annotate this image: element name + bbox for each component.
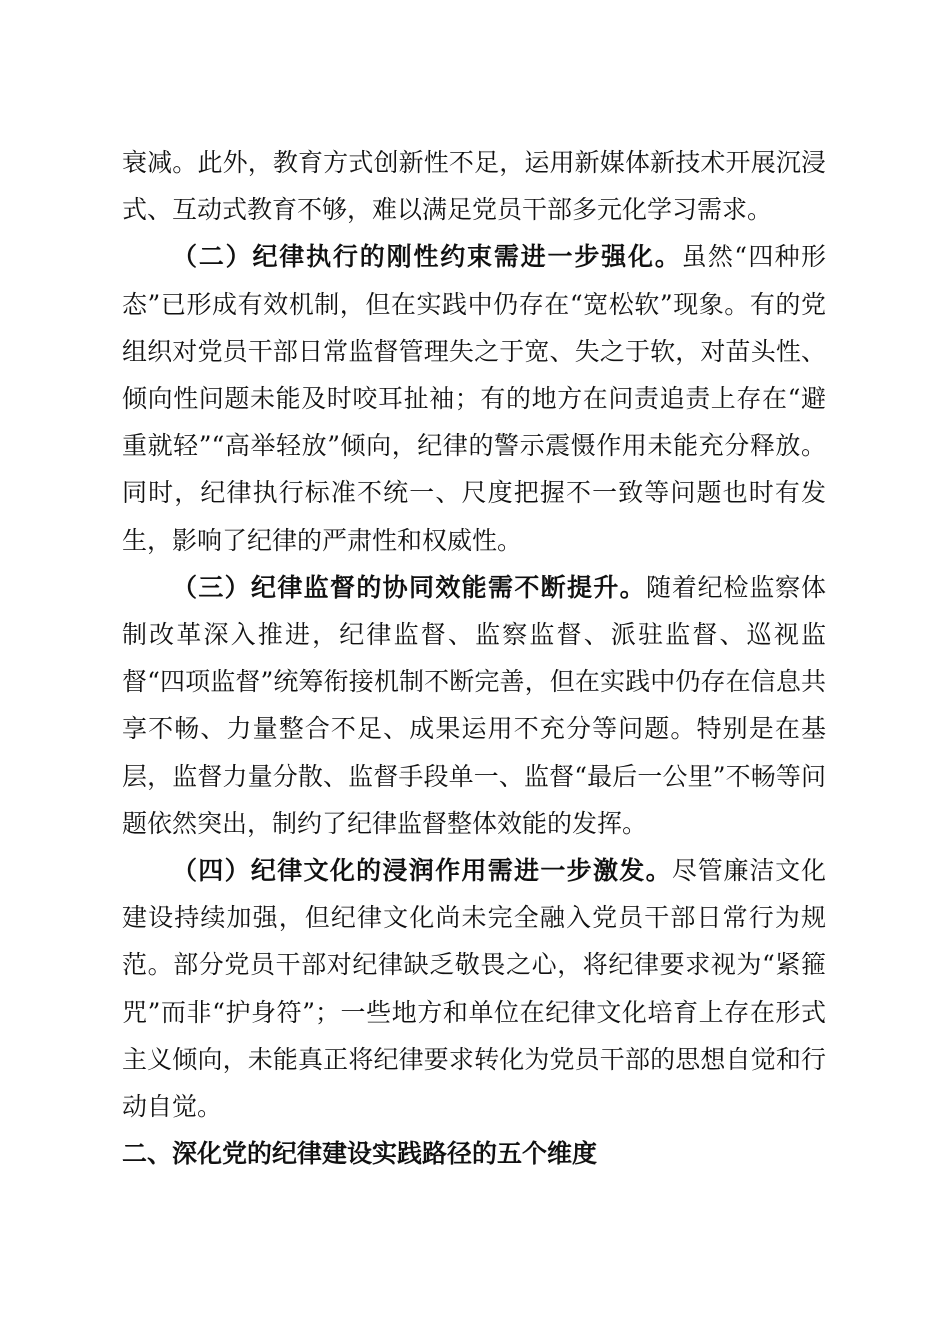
paragraph-text: 随着纪检监察体制改革深入推进，纪律监督、监察监督、派驻监督、巡视监督“四项监督”统筹衔接机制不断完善，但在实践中仍存在信息共享不畅、力量整合不足、成果运用不充分等问题。特别是在基层，监督力量分散、监督手段单一、监督“最后一公里”不畅等问题依然突出，制约了纪律监督整体效能的发挥。 [122,572,826,838]
paragraph-discipline-supervision [122,564,826,847]
document-body [122,139,826,1177]
paragraph-lead: （三）纪律监督的协同效能需不断提升。 [172,572,646,602]
paragraph-discipline-culture [122,847,826,1130]
paragraph-discipline-enforcement [122,233,826,563]
paragraph-continuation: 衰减。此外，教育方式创新性不足，运用新媒体新技术开展沉浸式、互动式教育不够，难以满足党员干部多元化学习需求。 [122,148,826,225]
paragraph-text: 虽然“四种形态”已形成有效机制，但在实践中仍存在“宽松软”现象。有的党组织对党员干部日常监督管理失之于宽、失之于软，对苗头性、倾向性问题未能及时咬耳扯袖；有的地方在问责追责上存在“避重就轻”“高举轻放”倾向，纪律的警示震慑作用未能充分释放。同时，纪律执行标准不统一、尺度把握不一致等问题也时有发生，影响了纪律的严肃性和权威性。 [122,242,826,555]
paragraph-lead: （四）纪律文化的浸润作用需进一步激发。 [172,856,672,886]
section-heading: 二、深化党的纪律建设实践路径的五个维度 [122,1139,598,1169]
paragraph-lead: （二）纪律执行的刚性约束需进一步强化。 [172,242,682,272]
paragraph-text: 尽管廉洁文化建设持续加强，但纪律文化尚未完全融入党员干部日常行为规范。部分党员干部对纪律缺乏敬畏之心，将纪律要求视为“紧箍咒”而非“护身符”；一些地方和单位在纪律文化培育上存在形式主义倾向，未能真正将纪律要求转化为党员干部的思想自觉和行动自觉。 [122,856,826,1122]
